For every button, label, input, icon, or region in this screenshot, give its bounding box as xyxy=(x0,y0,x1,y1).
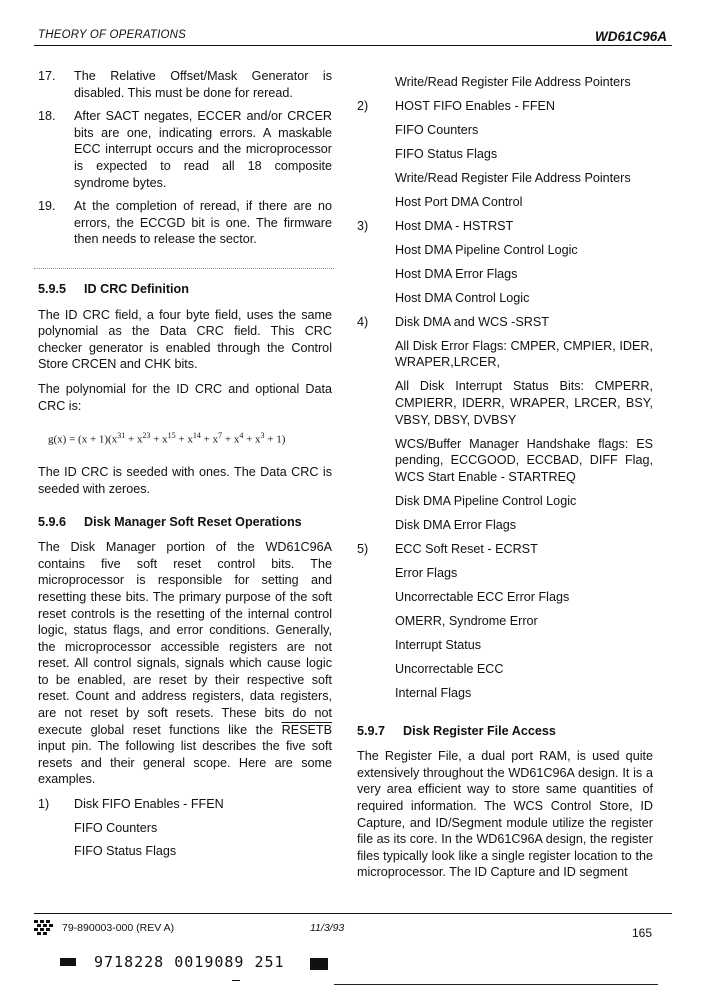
list-text: After SACT negates, ECCER and/or CRCER bits are one, indicating errors. A maskable ECC interrupt occurs and the microprocessor is expected to read all 18 composite syndrome bytes. xyxy=(74,109,332,190)
list-item: Host DMA Control Logic xyxy=(395,290,530,305)
list-item xyxy=(38,198,332,248)
list-text: Disk DMA and WCS -SRST xyxy=(395,314,549,329)
section-number: 5.9.6 xyxy=(38,514,67,529)
section-heading-596 xyxy=(38,514,332,531)
section-title: Disk Register File Access xyxy=(403,723,556,738)
list-item: Uncorrectable ECC Error Flags xyxy=(395,589,570,604)
list-text: At the completion of reread, if there are no errors, the ECCGD bit is one. The firmware then needs to release the sector. xyxy=(74,199,332,247)
list-number: 4) xyxy=(357,314,369,329)
list-item xyxy=(357,314,653,331)
list-item: Host Port DMA Control xyxy=(395,194,523,209)
paragraph: The ID CRC field, a four byte field, uses the same polynomial as the Data CRC field. This CRC checker generator is enabled through the Control Store CRCEN and CHK bits. xyxy=(38,307,332,372)
header-rule xyxy=(34,45,672,46)
list-item: OMERR, Syndrome Error xyxy=(395,613,538,628)
left-column xyxy=(38,68,332,860)
list-item: Host DMA Pipeline Control Logic xyxy=(395,242,578,257)
list-item: FIFO Status Flags xyxy=(395,146,498,161)
list-number: 1) xyxy=(38,797,50,812)
scan-barcode-text: 9718228 0019089 251 xyxy=(94,953,285,971)
list-number: 5) xyxy=(357,541,369,556)
list-item xyxy=(357,218,653,235)
list-item: All Disk Interrupt Status Bits: CMPERR, CMPIERR, IDERR, WRAPER, LRCER, BSY, VBSY, DBSY, DVBSY xyxy=(395,379,653,427)
footer-date: 11/3/93 xyxy=(310,922,345,934)
list-item: Write/Read Register File Address Pointers xyxy=(395,75,631,89)
list-item xyxy=(357,541,653,558)
section-separator xyxy=(34,268,334,269)
list-number: 3) xyxy=(357,218,369,233)
list-text: The Relative Offset/Mask Generator is disabled. This must be done for reread. xyxy=(74,69,332,100)
list-item: Write/Read Register File Address Pointers xyxy=(395,170,631,185)
list-item: Disk DMA Error Flags xyxy=(395,517,517,532)
section-title: Disk Manager Soft Reset Operations xyxy=(84,514,302,529)
scan-tick xyxy=(232,980,240,981)
list-number: 19. xyxy=(38,199,56,214)
footer-rule xyxy=(34,913,672,914)
list-item: Interrupt Status xyxy=(395,637,482,652)
list-item: Error Flags xyxy=(395,565,458,580)
section-number: 5.9.5 xyxy=(38,281,67,296)
list-item xyxy=(38,108,332,191)
list-item: Uncorrectable ECC xyxy=(395,661,504,676)
list-text: Host DMA - HSTRST xyxy=(395,218,514,233)
paragraph: The polynomial for the ID CRC and optional Data CRC is: xyxy=(38,381,332,413)
right-column xyxy=(357,74,653,889)
list-item xyxy=(357,98,653,115)
section-title: ID CRC Definition xyxy=(84,281,189,296)
list-number: 18. xyxy=(38,109,56,124)
list-item xyxy=(38,68,332,101)
list-text: HOST FIFO Enables - FFEN xyxy=(395,98,556,113)
paragraph: The Disk Manager portion of the WD61C96A contains five soft reset control bits. The microprocessor is responsible for setting and resetting these bits. The primary purpose of the soft reset controls is the resetting of the internal control logic, status flags, and error conditions. Generally, the microprocessor accessible registers are not reset. All control signals, signals which cause logic to be enabled, are reset by their respective soft reset. Count and address registers, data registers, are not reset by soft resets. These bits do not execute global reset functions like the RESETB input pin. The following list describes the five soft resets and their general scope. Here are some examples. xyxy=(38,540,332,787)
crc-polynomial-formula: $g(x) = (x + 1)(x^{31} + x^{23} + x^{15} + x^{14} + x^7 + x^4 + x^3 + 1)$ xyxy=(48,431,286,446)
running-header-section: THEORY OF OPERATIONS xyxy=(38,29,186,41)
wd-logo-icon xyxy=(34,920,54,936)
list-item: FIFO Counters xyxy=(395,122,479,137)
section-number: 5.9.7 xyxy=(357,723,386,738)
resetb-signal: RESETB xyxy=(281,722,332,737)
running-header-part-number: WD61C96A xyxy=(594,29,667,44)
section-heading-595 xyxy=(38,281,332,298)
page-number: 165 xyxy=(631,926,652,940)
section-heading-597 xyxy=(357,723,653,740)
list-number: 17. xyxy=(38,69,56,83)
scan-mark xyxy=(60,958,76,966)
list-text: ECC Soft Reset - ECRST xyxy=(395,541,538,556)
reset-scope-list xyxy=(357,74,653,709)
list-item: FIFO Counters xyxy=(74,820,158,835)
paragraph: The ID CRC is seeded with ones. The Data CRC is seeded with zeroes. xyxy=(38,465,332,496)
footer-doc-number: 79-890003-000 (REV A) xyxy=(62,922,175,934)
scan-mark xyxy=(310,958,328,970)
list-item: Internal Flags xyxy=(395,685,472,700)
list-text: Disk FIFO Enables - FFEN xyxy=(74,797,224,812)
scan-line xyxy=(334,984,658,985)
list-item: WCS/Buffer Manager Handshake flags: ES pending, ECCGOOD, ECCBAD, DIFF Flag, WCS Start Enable - STARTREQ xyxy=(395,436,653,484)
paragraph: The Register File, a dual port RAM, is used quite extensively throughout the WD61C96A design. It is a very area efficient way to store same quantities of required information. The WCS Control Store, ID Capture, and ID/Segment module utilize the register file as its core. In the WD61C96A design, the register files typically look like a single register location to the microprocessor. The ID Capture and ID segment xyxy=(357,749,653,880)
sub-list xyxy=(38,820,332,860)
list-item: Host DMA Error Flags xyxy=(395,266,518,281)
list-item: Disk DMA Pipeline Control Logic xyxy=(395,493,577,508)
list-item: All Disk Error Flags: CMPER, CMPIER, IDER, WRAPER,LRCER, xyxy=(395,338,653,370)
list-item: FIFO Status Flags xyxy=(74,844,177,859)
list-item xyxy=(38,796,332,813)
list-number: 2) xyxy=(357,98,369,113)
